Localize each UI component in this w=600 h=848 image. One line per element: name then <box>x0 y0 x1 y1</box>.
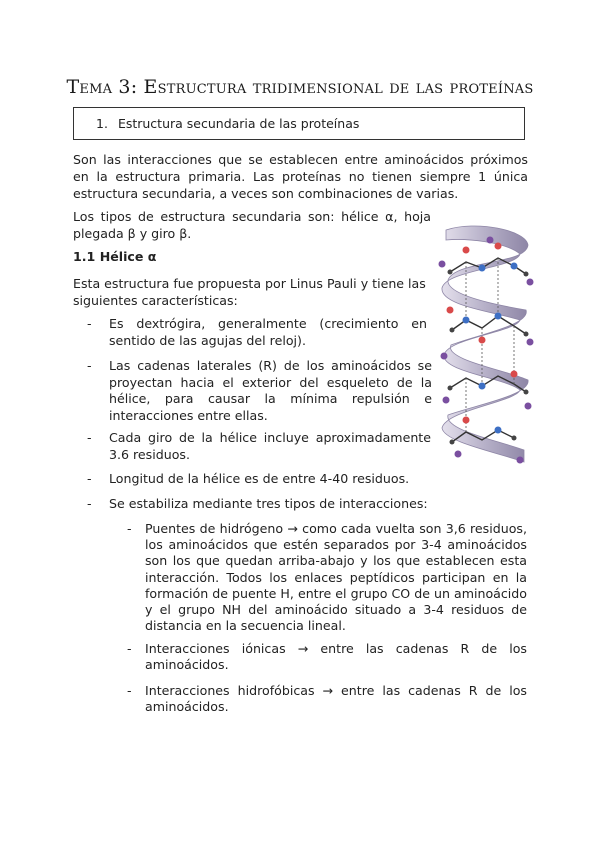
section-label: Estructura secundaria de las proteínas <box>117 116 360 131</box>
alpha-helix-illustration <box>436 210 536 475</box>
sub-bullet-text: Puentes de hidrógeno → como cada vuelta son 3,6 residuos, los aminoácidos que estén separados por 3-4 aminoácidos son los que quedan arriba-abajo y los que establecen esta interacción. Todos los enlaces peptídicos participan en la formación de puente H, entre el grupo CO de un aminoácido y el grupo NH del aminoácido situado a 3-4 residuos de distancia en la secuencia lineal. <box>145 521 527 634</box>
section-heading-box <box>73 107 525 140</box>
sub-bullet-text: Interacciones hidrofóbicas → entre las cadenas R de los aminoácidos. <box>145 683 527 715</box>
types-paragraph: Los tipos de estructura secundaria son: hélice α, hoja plegada β y giro β. <box>73 209 431 241</box>
bullet-dash: - <box>127 641 132 656</box>
bullet-dash: - <box>87 471 92 486</box>
bullet-text: Es dextrógira, generalmente (crecimiento en sentido de las agujas del reloj). <box>109 316 427 348</box>
bullet-dash: - <box>87 316 92 331</box>
helix-ribbon <box>442 226 528 462</box>
sub-bullet-text: Interacciones iónicas → entre las cadenas R de los aminoácidos. <box>145 641 527 673</box>
bullet-text: Se estabiliza mediante tres tipos de interacciones: <box>109 496 428 511</box>
bullet-text: Cada giro de la hélice incluye aproximadamente 3.6 residuos. <box>109 430 431 462</box>
subsection-heading: 1.1 Hélice α <box>73 249 157 264</box>
hydrogen-bonds <box>466 258 514 432</box>
bullet-dash: - <box>127 683 132 698</box>
subsection-intro: Esta estructura fue propuesta por Linus Pauli y tiene las siguientes características: <box>73 276 426 308</box>
section-number: 1. <box>96 116 108 131</box>
backbone-chain <box>450 258 526 442</box>
bullet-dash: - <box>127 521 132 536</box>
bullet-dash: - <box>87 496 92 511</box>
bullet-text: Las cadenas laterales (R) de los aminoácidos se proyectan hacia el exterior del esqueleto de la hélice, para causar la mínima repulsión e interacciones entre ellas. <box>109 358 432 423</box>
page-title: Tema 3: Estructura tridimensional de las proteínas <box>66 76 534 98</box>
bullet-dash: - <box>87 358 92 373</box>
bullet-dash: - <box>87 430 92 445</box>
bullet-text: Longitud de la hélice es de entre 4-40 residuos. <box>109 471 410 486</box>
intro-paragraph: Son las interacciones que se establecen entre aminoácidos próximos en la estructura primaria. Las proteínas no tienen siempre 1 única estructura secundaria, a veces son combinaciones de varias. <box>73 152 528 201</box>
